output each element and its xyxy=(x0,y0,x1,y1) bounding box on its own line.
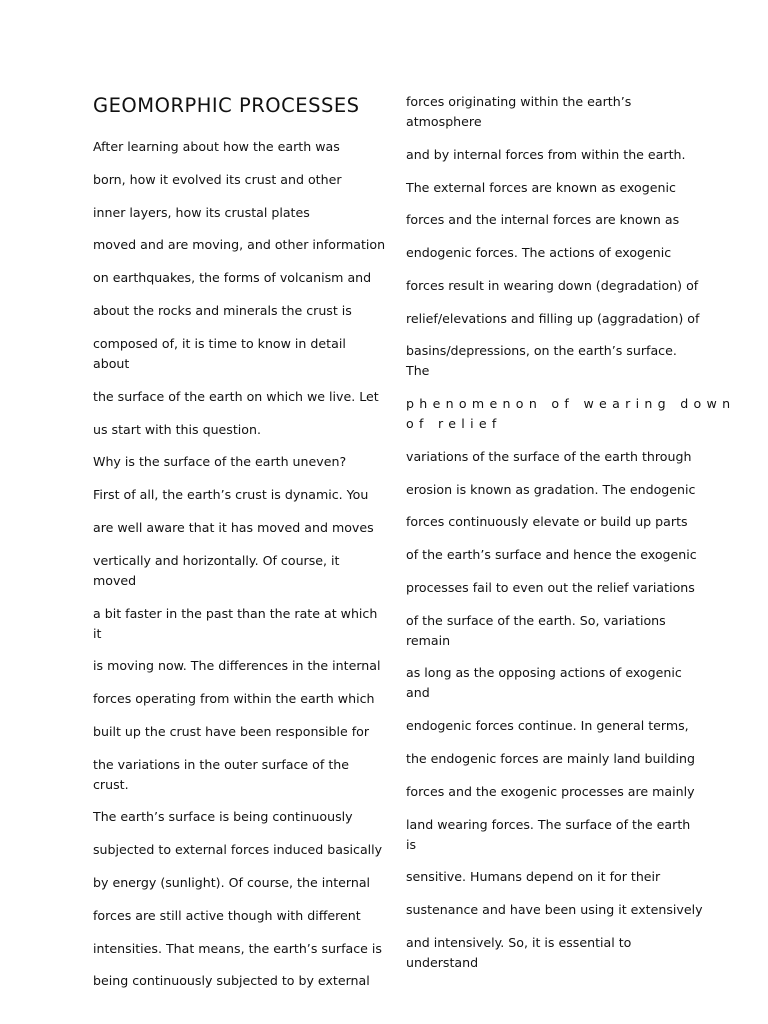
left-line-20: built up the crust have been responsible for xyxy=(93,724,370,739)
left-column xyxy=(93,0,386,1024)
left-line-7: composed of, it is time to know in detail xyxy=(93,336,346,351)
right-line-4: The external forces are known as exogenic xyxy=(406,180,676,195)
right-line-10: The xyxy=(406,363,430,378)
left-line-3: inner layers, how its crustal plates xyxy=(93,205,310,220)
document-title: GEOMORPHIC PROCESSES xyxy=(93,94,360,117)
left-line-8: about xyxy=(93,356,130,371)
right-line-25: land wearing forces. The surface of the earth xyxy=(406,817,691,832)
right-line-30: understand xyxy=(406,955,479,970)
right-line-6: endogenic forces. The actions of exogenic xyxy=(406,245,672,260)
right-line-17: processes fail to even out the relief variations xyxy=(406,580,695,595)
right-line-2: atmosphere xyxy=(406,114,482,129)
right-line-29: and intensively. So, it is essential to xyxy=(406,935,632,950)
right-line-1: forces originating within the earth’s xyxy=(406,94,632,109)
right-line-24: forces and the exogenic processes are mainly xyxy=(406,784,695,799)
right-line-27: sensitive. Humans depend on it for their xyxy=(406,869,661,884)
right-line-12: of relief xyxy=(406,416,502,431)
left-line-4: moved and are moving, and other information xyxy=(93,237,386,252)
left-line-15: moved xyxy=(93,573,137,588)
left-line-12: First of all, the earth’s crust is dynamic. You xyxy=(93,487,369,502)
left-line-27: intensities. That means, the earth’s surface is xyxy=(93,941,382,956)
right-line-7: forces result in wearing down (degradation) of xyxy=(406,278,699,293)
left-line-17: it xyxy=(93,626,102,641)
left-line-14: vertically and horizontally. Of course, it xyxy=(93,553,340,568)
left-line-28: being continuously subjected to by external xyxy=(93,973,370,988)
left-line-19: forces operating from within the earth which xyxy=(93,691,375,706)
left-line-24: subjected to external forces induced basically xyxy=(93,842,383,857)
right-line-9: basins/depressions, on the earth’s surface. xyxy=(406,343,677,358)
right-column xyxy=(406,0,736,1024)
right-line-16: of the earth’s surface and hence the exogenic xyxy=(406,547,697,562)
right-line-5: forces and the internal forces are known as xyxy=(406,212,680,227)
left-line-23: The earth’s surface is being continuously xyxy=(93,809,353,824)
right-line-8: relief/elevations and filling up (aggradation) of xyxy=(406,311,700,326)
right-line-14: erosion is known as gradation. The endogenic xyxy=(406,482,696,497)
right-line-28: sustenance and have been using it extensively xyxy=(406,902,703,917)
right-line-15: forces continuously elevate or build up parts xyxy=(406,514,688,529)
left-line-6: about the rocks and minerals the crust is xyxy=(93,303,352,318)
left-line-22: crust. xyxy=(93,777,129,792)
right-line-3: and by internal forces from within the earth. xyxy=(406,147,686,162)
left-line-16: a bit faster in the past than the rate at which xyxy=(93,606,378,621)
right-line-13: variations of the surface of the earth through xyxy=(406,449,692,464)
right-line-20: as long as the opposing actions of exogenic xyxy=(406,665,682,680)
right-line-19: remain xyxy=(406,633,451,648)
right-line-21: and xyxy=(406,685,430,700)
left-line-18: is moving now. The differences in the internal xyxy=(93,658,381,673)
left-line-10: us start with this question. xyxy=(93,422,261,437)
right-line-11: phenomenon of wearing down xyxy=(406,396,736,411)
left-line-25: by energy (sunlight). Of course, the internal xyxy=(93,875,371,890)
right-line-26: is xyxy=(406,837,417,852)
left-line-5: on earthquakes, the forms of volcanism and xyxy=(93,270,372,285)
left-line-11: Why is the surface of the earth uneven? xyxy=(93,454,347,469)
right-line-18: of the surface of the earth. So, variations xyxy=(406,613,666,628)
left-line-9: the surface of the earth on which we live. Let xyxy=(93,389,379,404)
left-line-26: forces are still active though with different xyxy=(93,908,361,923)
left-line-2: born, how it evolved its crust and other xyxy=(93,172,342,187)
left-line-1: After learning about how the earth was xyxy=(93,139,340,154)
left-line-13: are well aware that it has moved and moves xyxy=(93,520,374,535)
right-line-23: the endogenic forces are mainly land building xyxy=(406,751,695,766)
right-line-22: endogenic forces continue. In general terms, xyxy=(406,718,689,733)
left-line-21: the variations in the outer surface of the xyxy=(93,757,349,772)
